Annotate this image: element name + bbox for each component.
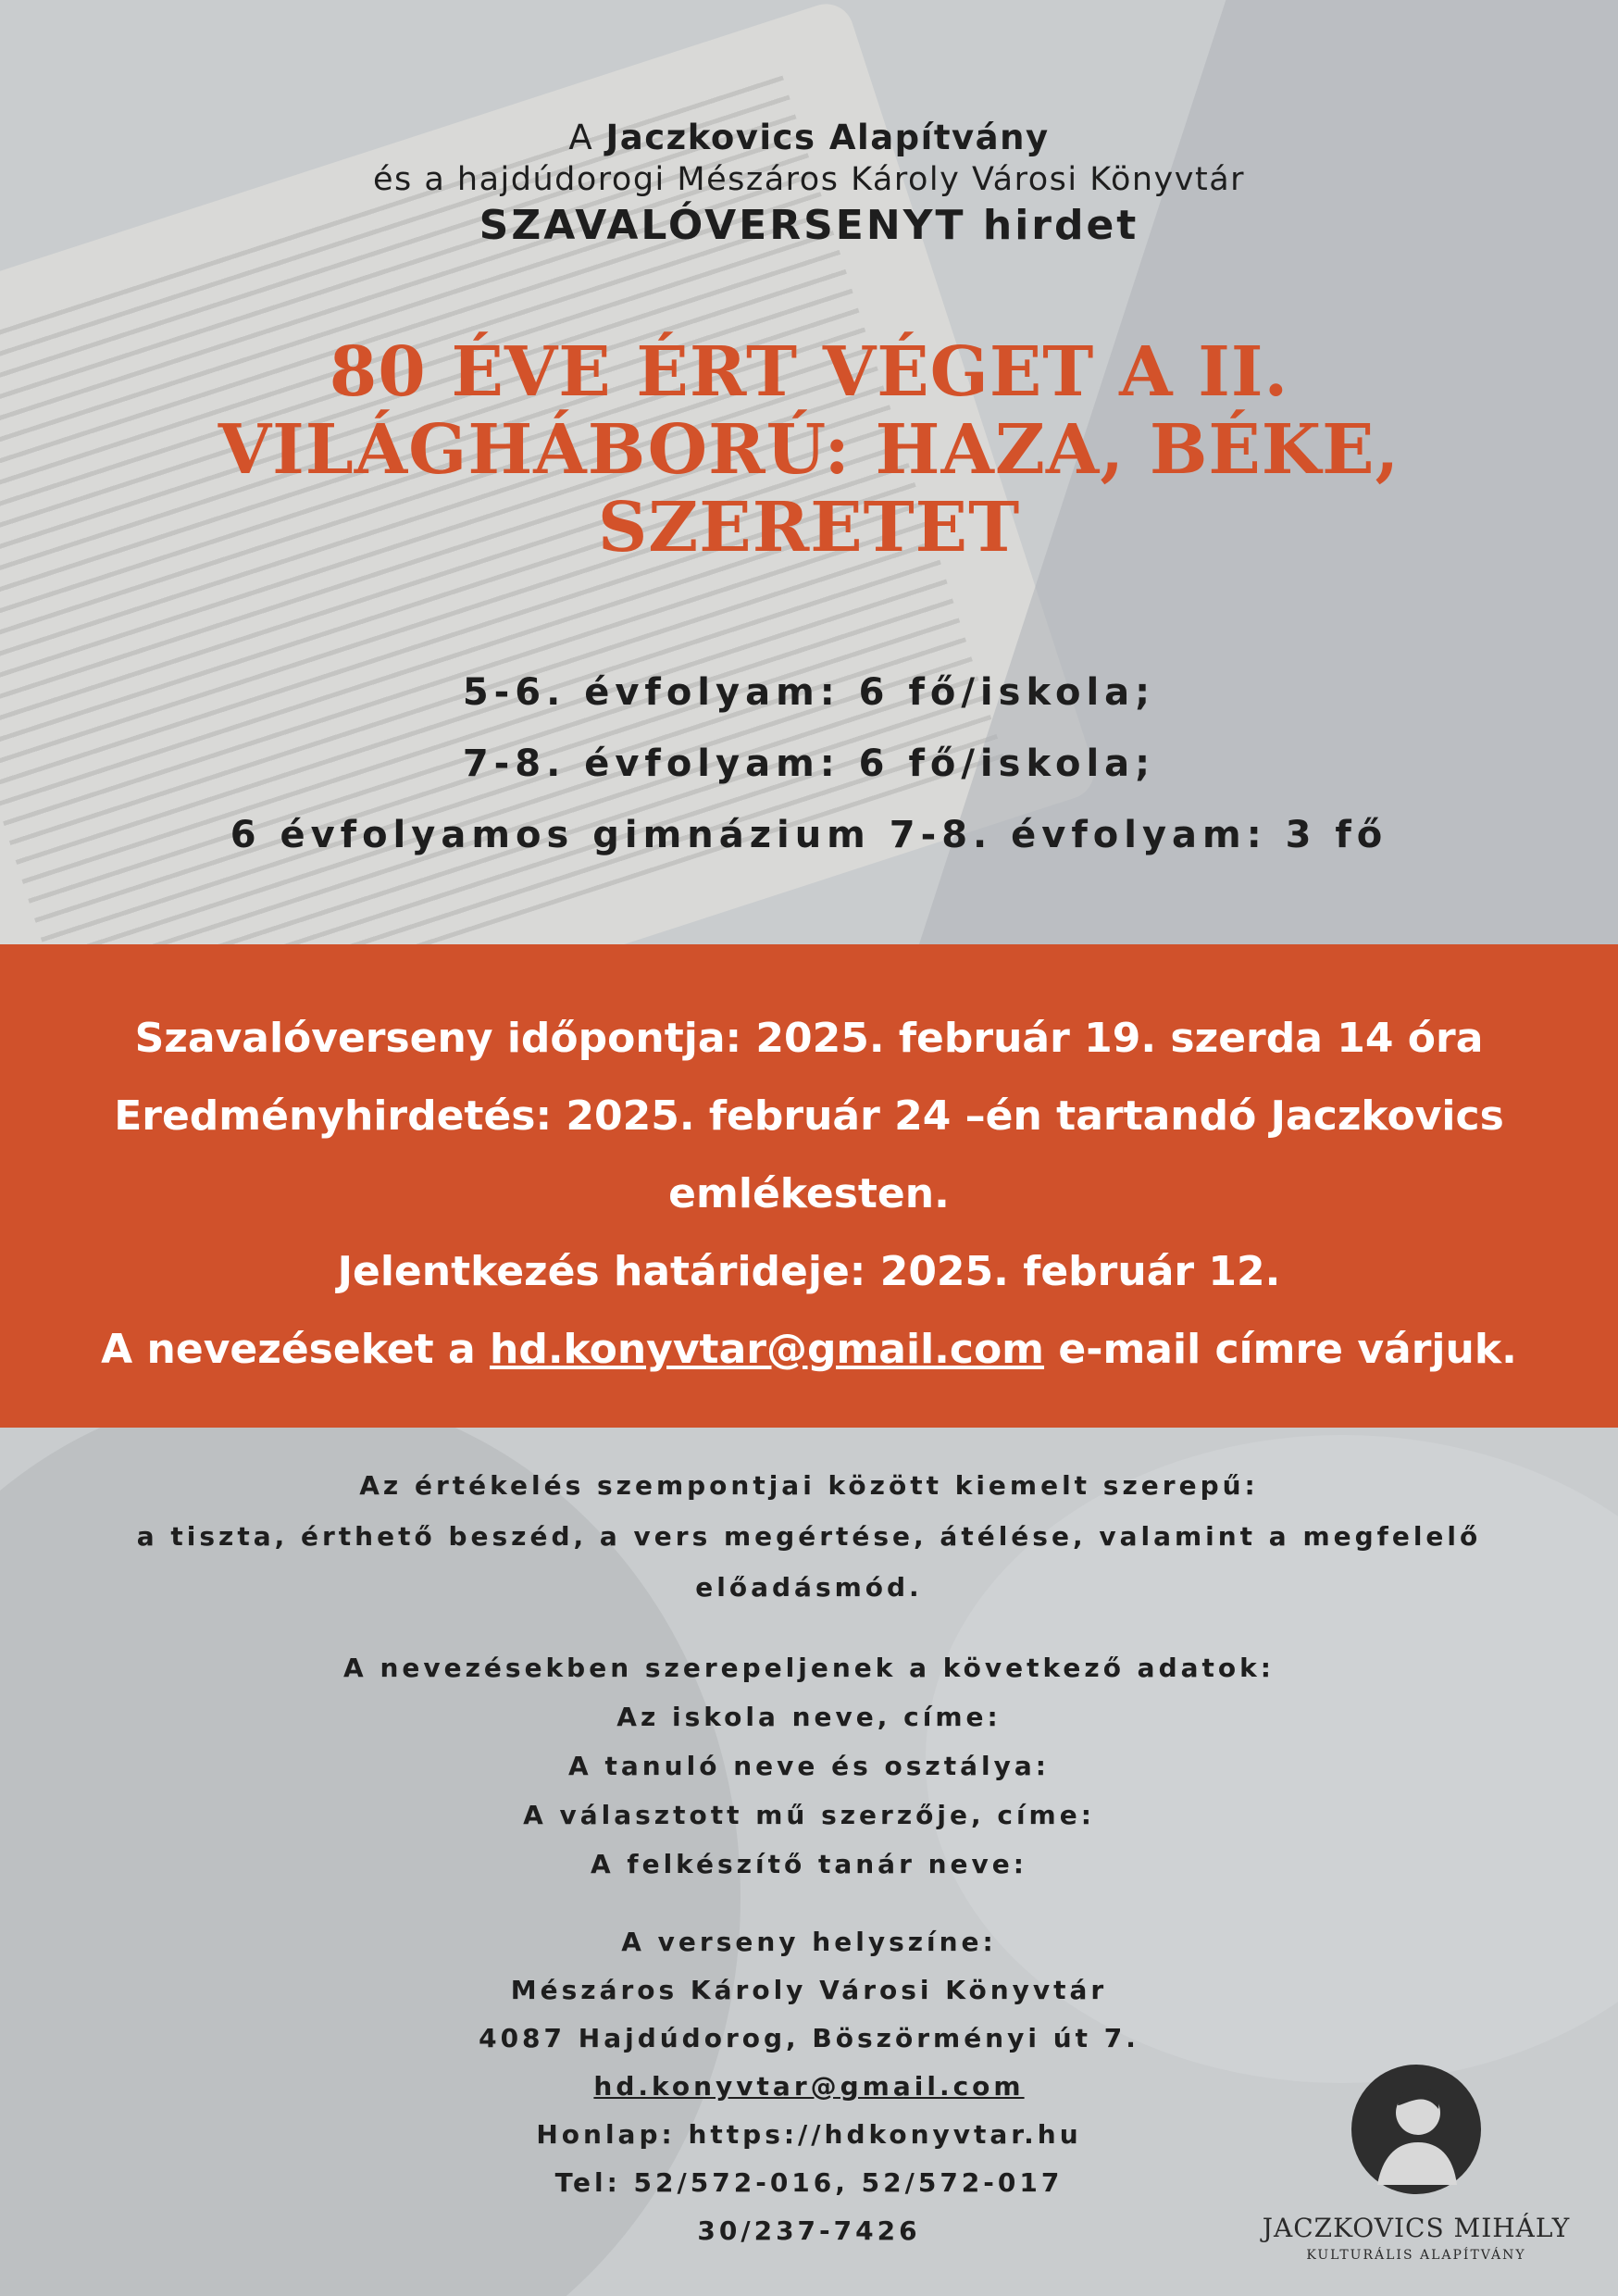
venue-phone-mobile: 30/237-7426 — [697, 2215, 921, 2246]
required-item: A választott mű szerzője, címe: — [523, 1800, 1095, 1830]
results-announcement: Eredményhirdetés: 2025. február 24 –én tartandó Jaczkovics — [114, 1092, 1504, 1140]
venue-email-link[interactable]: hd.konyvtar@gmail.com — [593, 2071, 1025, 2102]
header-line-3: SZAVALÓVERSENYT hirdet — [479, 202, 1139, 249]
title-line: SZERETET — [597, 488, 1021, 568]
application-deadline: Jelentkezés határideje: 2025. február 12. — [337, 1248, 1281, 1295]
foundation-logo — [1231, 2065, 1601, 2277]
info-band — [0, 944, 1618, 1428]
portrait-icon — [1351, 2065, 1481, 2194]
competition-date: Szavalóverseny időpontja: 2025. február 19. szerda 14 óra — [134, 1015, 1484, 1062]
title-line: VILÁGHÁBORÚ: HAZA, BÉKE, — [218, 410, 1400, 490]
venue-heading: A verseny helyszíne: — [621, 1927, 997, 1957]
venue-website[interactable]: Honlap: https://hdkonyvtar.hu — [536, 2119, 1082, 2150]
evaluation-criteria — [37, 1460, 1581, 1613]
logo-name: JACZKOVICS MIHÁLY — [1262, 2213, 1571, 2243]
logo-subtitle: KULTURÁLIS ALAPÍTVÁNY — [1306, 2248, 1526, 2263]
grade-quotas — [0, 657, 1618, 871]
required-item: A felkészítő tanár neve: — [590, 1849, 1027, 1879]
criteria-line: előadásmód. — [695, 1572, 923, 1603]
title-line: 80 ÉVE ÉRT VÉGET A II. — [329, 332, 1289, 412]
header-line-1 — [0, 117, 1618, 159]
grade-quota: 5-6. évfolyam: 6 fő/iskola; — [462, 671, 1156, 714]
venue-name: Mészáros Károly Városi Könyvtár — [510, 1975, 1108, 2005]
main-title — [93, 333, 1525, 567]
required-heading: A nevezésekben szerepeljenek a következő adatok: — [343, 1653, 1275, 1683]
grade-quota: 7-8. évfolyam: 6 fő/iskola; — [462, 742, 1156, 785]
grade-quota: 6 évfolyamos gimnázium 7-8. évfolyam: 3 fő — [230, 814, 1388, 856]
entry-email-link[interactable]: hd.konyvtar@gmail.com — [490, 1326, 1045, 1373]
criteria-line: Az értékelés szempontjai között kiemelt szerepű: — [359, 1470, 1259, 1501]
header — [0, 117, 1618, 252]
required-item: Az iskola neve, címe: — [616, 1702, 1002, 1732]
entry-instructions — [37, 1311, 1581, 1389]
criteria-line: a tiszta, érthető beszéd, a vers megértése, átélése, valamint a megfelelő — [136, 1521, 1482, 1552]
entry-suffix: e-mail címre várjuk. — [1044, 1326, 1517, 1373]
entry-prefix: A nevezéseket a — [101, 1326, 490, 1373]
required-item: A tanuló neve és osztálya: — [568, 1751, 1050, 1781]
header-line-2: és a hajdúdorogi Mészáros Károly Városi Könyvtár — [372, 161, 1246, 198]
header-prefix: A — [568, 118, 606, 157]
required-data — [37, 1643, 1581, 1889]
venue-phone: Tel: 52/572-016, 52/572-017 — [554, 2167, 1064, 2198]
results-announcement-cont: emlékesten. — [668, 1170, 950, 1217]
foundation-name: Jaczkovics Alapítvány — [605, 118, 1050, 157]
venue-address: 4087 Hajdúdorog, Böszörményi út 7. — [479, 2023, 1139, 2053]
